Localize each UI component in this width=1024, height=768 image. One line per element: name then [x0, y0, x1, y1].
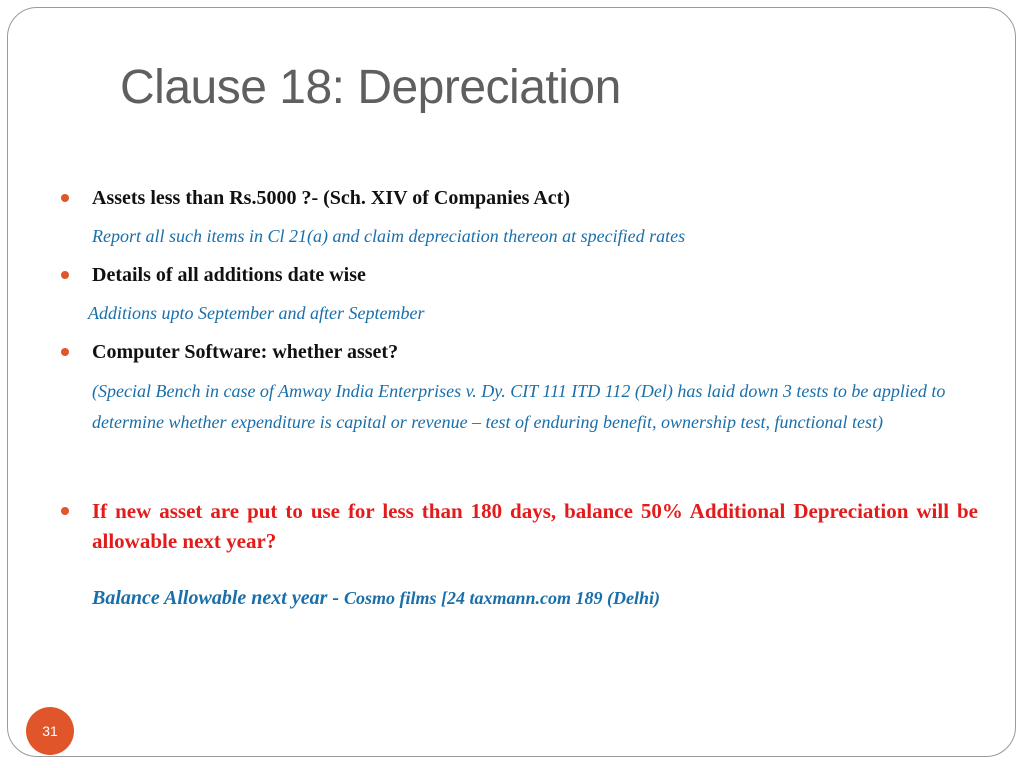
bullet-item-software: [92, 337, 978, 367]
bullet-detail: Report all such items in Cl 21(a) and claim depreciation thereon at specified rates: [92, 226, 686, 246]
case-reference: Cosmo films [24 taxmann.com 189 (Delhi): [344, 588, 661, 608]
bullet-detail: Additions upto September and after September: [88, 303, 425, 323]
slide-title: Clause 18: Depreciation: [120, 61, 621, 114]
page-number: 31: [42, 723, 58, 739]
page-number-badge: [26, 707, 74, 755]
bullet-dot-icon: [61, 271, 69, 279]
bullet-item-assets: [92, 183, 978, 213]
bullet-item-additional-depreciation: [92, 496, 978, 556]
balance-text: Balance Allowable next year -: [92, 587, 345, 609]
bullet-heading: If new asset are put to use for less than 180 days, balance 50% Additional Depreciation will be allowable next year?: [92, 499, 978, 553]
bullet-detail: [92, 584, 978, 612]
slide-content: [88, 183, 978, 612]
bullet-dot-icon: [61, 507, 69, 515]
bullet-heading: Computer Software: whether asset?: [92, 341, 399, 363]
bullet-dot-icon: [61, 194, 69, 202]
bullet-dot-icon: [61, 348, 69, 356]
bullet-item-additions: [92, 260, 978, 290]
slide-frame: [7, 7, 1016, 757]
bullet-heading: Details of all additions date wise: [92, 264, 366, 286]
bullet-detail: (Special Bench in case of Amway India Enterprises v. Dy. CIT 111 ITD 112 (Del) has laid down 3 tests to be applied to determine whether expenditure is capital or revenue – test of enduring benefit, ownership test, functional test): [92, 381, 946, 432]
bullet-heading: Assets less than Rs.5000 ?- (Sch. XIV of Companies Act): [92, 187, 570, 209]
